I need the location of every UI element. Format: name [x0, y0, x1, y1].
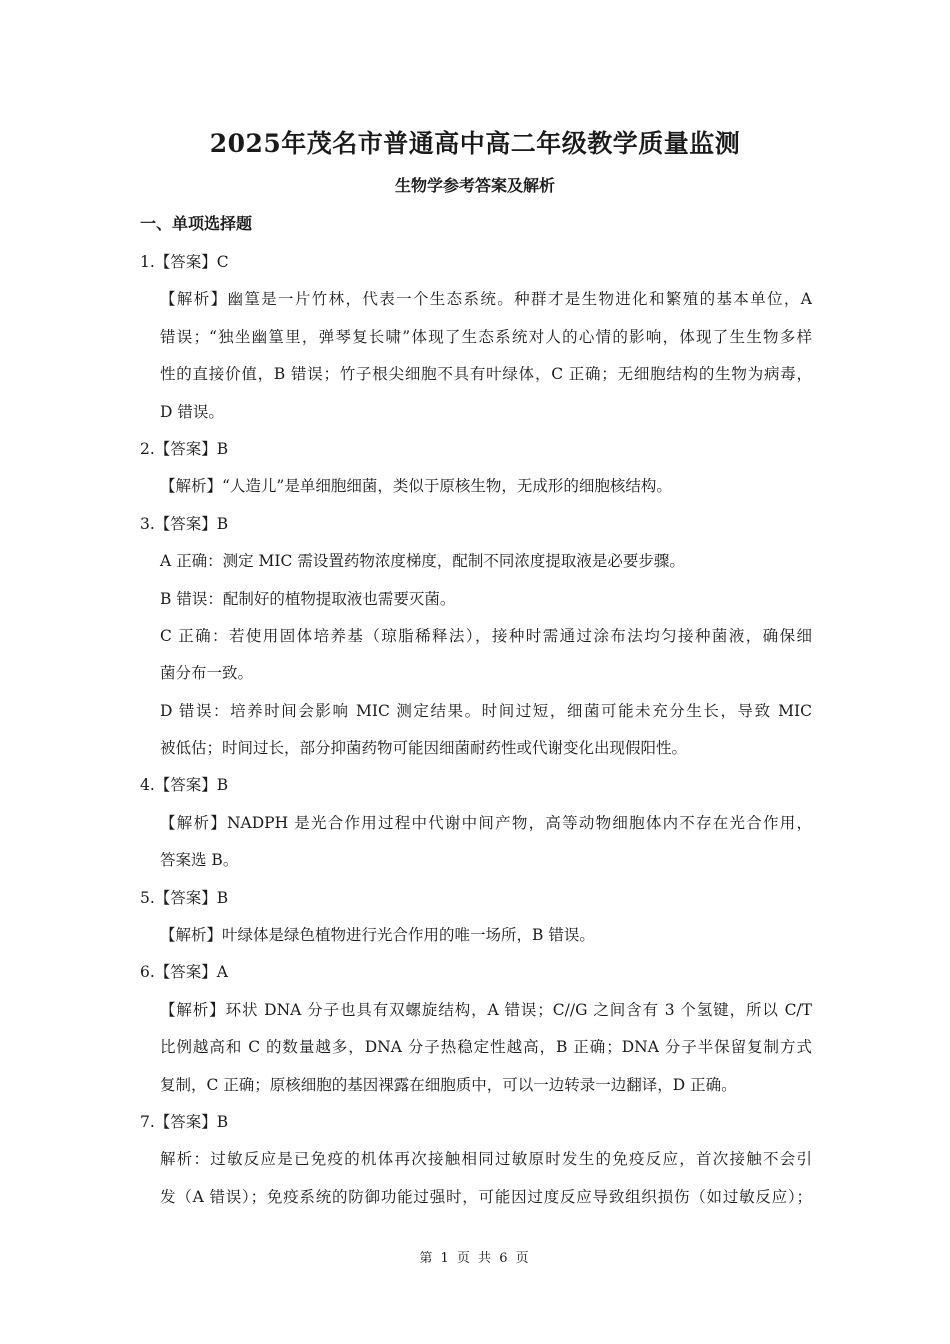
explanation-line: 【解析】叶绿体是绿色植物进行光合作用的唯一场所，B 错误。 — [160, 926, 595, 945]
answer-line: 5.【答案】B — [140, 888, 229, 907]
document-subtitle: 生物学参考答案及解析 — [394, 176, 555, 195]
explanation-line: A 正确：测定 MIC 需设置药物浓度梯度，配制不同浓度提取液是必要步骤。 — [160, 552, 685, 571]
answer-line: 3.【答案】B — [140, 514, 229, 533]
document-title: 2025年茂名市普通高中高二年级教学质量监测 — [209, 129, 741, 158]
explanation-line: 【解析】“人造儿”是单细胞细菌，类似于原核生物，无成形的细胞核结构。 — [160, 477, 672, 496]
explanation-line: 菌分布一致。 — [160, 664, 254, 683]
explanation-line: 性的直接价值，B 错误；竹子根尖细胞不具有叶绿体，C 正确；无细胞结构的生物为病毒， — [160, 365, 812, 384]
explanation-line: 解析：过敏反应是已免疫的机体再次接触相同过敏原时发生的免疫反应，首次接触不会引 — [160, 1150, 812, 1169]
answer-line: 7.【答案】B — [140, 1112, 229, 1131]
explanation-line: B 错误：配制好的植物提取液也需要灭菌。 — [160, 589, 456, 608]
explanation-line: D 错误：培养时间会影响 MIC 测定结果。时间过短，细菌可能未充分生长，导致 MIC — [160, 701, 812, 720]
answer-line: 6.【答案】A — [140, 963, 228, 982]
explanation-line: 复制，C 正确；原核细胞的基因裸露在细胞质中，可以一边转录一边翻译，D 正确。 — [160, 1075, 737, 1094]
explanation-line: 【解析】幽篁是一片竹林，代表一个生态系统。种群才是生物进化和繁殖的基本单位，A — [160, 290, 812, 309]
explanation-line: 比例越高和 C 的数量越多，DNA 分子热稳定性越高，B 正确；DNA 分子半保留复制方式 — [160, 1038, 812, 1057]
explanation-line: 【解析】环状 DNA 分子也具有双螺旋结构，A 错误；C//G 之间含有 3 个氢键，所以 C/T — [160, 1000, 812, 1019]
answer-line: 2.【答案】B — [140, 439, 229, 458]
answer-line: 1.【答案】C — [140, 253, 229, 271]
explanation-line: 错误；“独坐幽篁里，弹琴复长啸”体现了生态系统对人的心情的影响，体现了生生物多样 — [160, 327, 812, 346]
explanation-line: 被低估；时间过长，部分抑菌药物可能因细菌耐药性或代谢变化出现假阳性。 — [160, 739, 688, 758]
explanation-line: 答案选 B。 — [160, 851, 239, 870]
section-heading: 一、单项选择题 — [140, 214, 253, 233]
explanation-line: 发（A 错误）；免疫系统的防御功能过强时，可能因过度反应导致组织损伤（如过敏反应）； — [160, 1187, 812, 1206]
explanation-line: C 正确：若使用固体培养基（琼脂稀释法），接种时需通过涂布法均匀接种菌液，确保细 — [160, 626, 812, 645]
page-footer: 第 1 页 共 6 页 — [419, 1251, 531, 1266]
answer-content — [140, 244, 812, 1216]
explanation-line: D 错误。 — [160, 402, 224, 421]
answer-line: 4.【答案】B — [140, 776, 229, 795]
explanation-line: 【解析】NADPH 是光合作用过程中代谢中间产物，高等动物细胞体内不存在光合作用， — [160, 813, 812, 832]
